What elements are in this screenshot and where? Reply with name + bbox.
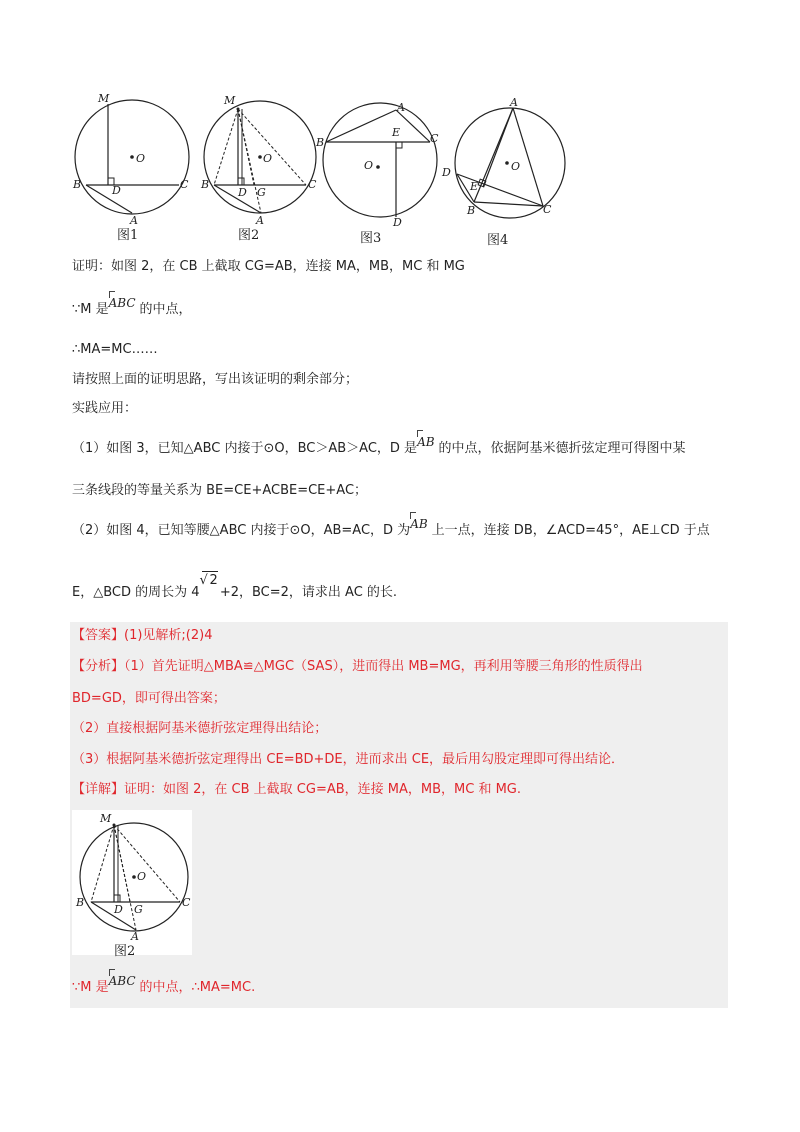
arc-ABC: ABC [108, 974, 136, 988]
label-M: M [224, 94, 236, 107]
analysis-line-4: （3）根据阿基米德折弦定理得出 CE=BD+DE，进而求出 CE，最后用勾股定理即可得出结论． [72, 752, 625, 767]
label-O: O [137, 870, 147, 883]
figure-4 [440, 96, 570, 231]
label-A: A [131, 930, 139, 943]
text: ∵M 是 [72, 980, 109, 995]
label-A: A [510, 96, 518, 109]
detail-figure-2 [72, 810, 192, 955]
figure-4-caption: 图4 [487, 233, 509, 248]
figure-1-caption: 图1 [117, 228, 139, 243]
radicand: 2 [209, 573, 218, 588]
figure-3 [316, 96, 444, 236]
proof-therefore: ∴MA=MC…… [72, 342, 158, 357]
question-2-cont [72, 573, 398, 602]
label-D: D [114, 903, 123, 916]
question-1-relation: 三条线段的等量关系为 BE=CE+ACBE=CE+AC； [72, 483, 368, 498]
figure-2-caption: 图2 [238, 228, 260, 243]
label-C: C [180, 178, 189, 191]
label-D: D [442, 166, 451, 179]
instruction: 请按照上面的证明思路，写出该证明的剩余部分； [72, 372, 359, 387]
analysis-line-3: （2）直接根据阿基米德折弦定理得出结论； [72, 721, 328, 736]
label-E: E [392, 126, 401, 139]
analysis-line-1: 【分析】（1）首先证明△MBA≌△MGC（SAS），进而得出 MB=MG，再利用等腰三角形的性质得出 [72, 659, 643, 674]
proof-intro: 证明：如图 2，在 CB 上截取 CG=AB，连接 MA，MB，MC 和 MG [72, 259, 465, 274]
label-M: M [100, 812, 112, 825]
text: 的中点，依据阿基米德折弦定理可得图中某 [438, 441, 686, 456]
radical-sign: √ [199, 573, 208, 588]
label-A: A [256, 214, 264, 227]
label-G: G [257, 186, 266, 199]
text: 的中点， [139, 302, 192, 317]
figure-2 [198, 90, 323, 240]
label-O: O [136, 152, 146, 165]
detail-midpoint [72, 974, 256, 997]
text: （2）如图 4，已知等腰△ABC 内接于⊙O，AB=AC，D 为 [72, 523, 411, 538]
analysis-line-2: BD=GD，即可得出答案； [72, 691, 226, 706]
label-G: G [134, 903, 143, 916]
practice-heading: 实践应用： [72, 401, 138, 416]
label-E: E [470, 180, 479, 193]
label-C: C [308, 178, 317, 191]
label-B: B [316, 136, 325, 149]
label-B: B [201, 178, 210, 191]
detail-figure-caption: 图2 [114, 944, 136, 959]
label-C: C [182, 896, 191, 909]
figure-3-caption: 图3 [360, 231, 382, 246]
proof-midpoint [72, 296, 192, 319]
sqrt-expression [199, 571, 218, 590]
label-B: B [76, 896, 85, 909]
label-O: O [263, 152, 273, 165]
label-M: M [98, 92, 110, 105]
label-O: O [364, 159, 374, 172]
text: （1）如图 3，已知△ABC 内接于⊙O，BC＞AB＞AC，D 是 [72, 441, 418, 456]
label-B: B [467, 204, 476, 217]
arc-ABC: ABC [108, 296, 136, 310]
label-A: A [130, 214, 138, 227]
label-O: O [511, 160, 521, 173]
label-D: D [238, 186, 247, 199]
label-D: D [393, 216, 402, 229]
question-2 [72, 517, 710, 540]
label-C: C [430, 132, 439, 145]
detail-line: 【详解】证明：如图 2，在 CB 上截取 CG=AB，连接 MA，MB，MC 和 MG. [72, 782, 522, 797]
text: +2，BC=2，请求出 AC 的长. [219, 585, 398, 600]
question-1 [72, 435, 686, 458]
arc-AB: AB [417, 435, 435, 449]
answer-line: 【答案】(1)见解析;(2)4 [72, 628, 213, 643]
arc-AB: AB [410, 517, 428, 531]
label-C: C [543, 203, 552, 216]
label-D: D [112, 184, 121, 197]
text: 的中点，∴MA=MC. [139, 980, 256, 995]
text: E，△BCD 的周长为 4 [72, 585, 200, 600]
figure-1 [70, 90, 195, 240]
label-A: A [397, 101, 405, 114]
label-B: B [73, 178, 82, 191]
text: ∵M 是 [72, 302, 109, 317]
text: 上一点，连接 DB，∠ACD=45°，AE⊥CD 于点 [431, 523, 710, 538]
